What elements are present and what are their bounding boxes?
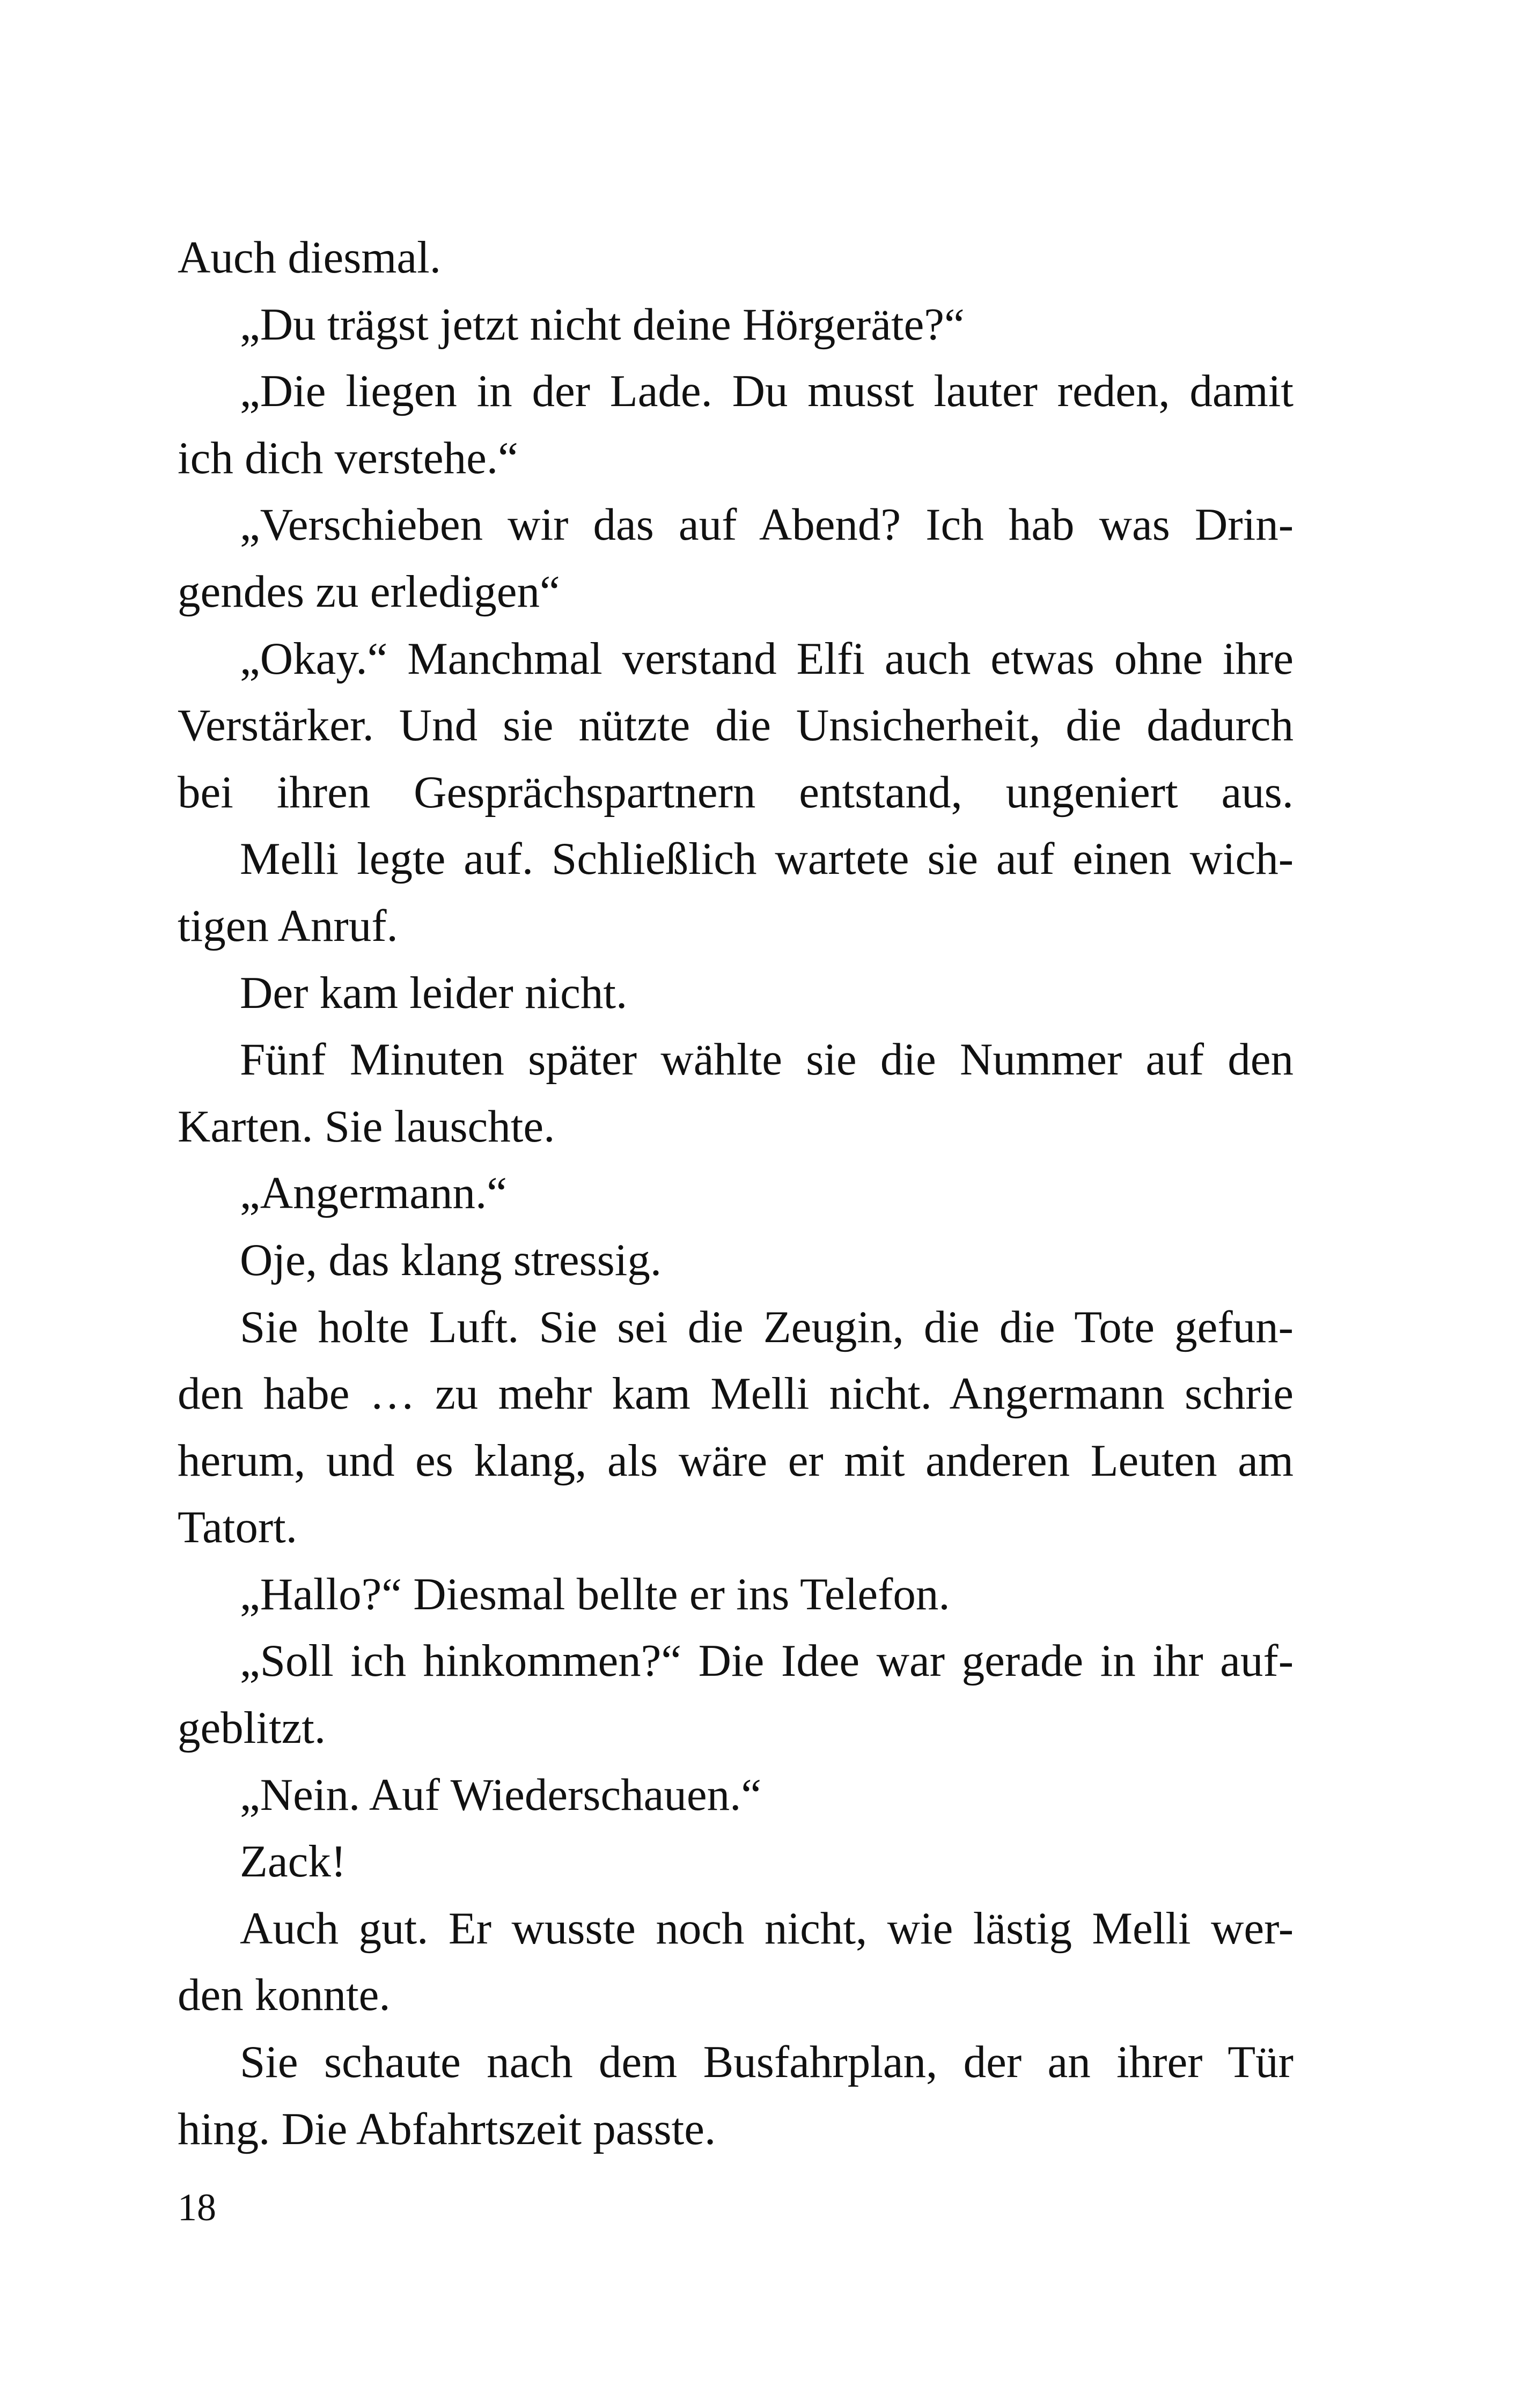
text-line: Sie holte Luft. Sie sei die Zeugin, die die Tote gefun- (240, 1301, 1294, 1352)
text-line: „Verschieben wir das auf Abend? Ich hab was Drin- (240, 499, 1294, 550)
text-line: Fünf Minuten später wählte sie die Nummer auf den (240, 1034, 1294, 1085)
text-line: den konnte. (178, 1970, 391, 2021)
text-line: „Okay.“ Manchmal verstand Elfi auch etwas ohne ihre (240, 633, 1294, 684)
text-line: Melli legte auf. Schließlich wartete sie auf einen wich- (240, 834, 1294, 885)
page-number: 18 (178, 2186, 216, 2229)
text-line: herum, und es klang, als wäre er mit anderen Leuten am (178, 1435, 1294, 1486)
text-line: „Nein. Auf Wiederschauen.“ (240, 1769, 762, 1820)
text-line: Verstärker. Und sie nützte die Unsicherheit, die dadurch (178, 700, 1294, 751)
text-line: geblitzt. (178, 1703, 326, 1754)
text-line: Sie schaute nach dem Busfahrplan, der an ihrer Tür (240, 2037, 1294, 2088)
text-line: hing. Die Abfahrtszeit passte. (178, 2103, 716, 2154)
text-line: ich dich verstehe.“ (178, 432, 518, 483)
body-text (178, 224, 1294, 2162)
text-line: Auch diesmal. (178, 232, 441, 283)
text-line: gendes zu erledigen“ (178, 566, 560, 617)
text-line: Der kam leider nicht. (240, 967, 628, 1018)
text-line: „Du trägst jetzt nicht deine Hörgeräte?“ (240, 299, 965, 350)
text-line: Karten. Sie lauschte. (178, 1101, 555, 1152)
text-line: bei ihren Gesprächspartnern entstand, ungeniert aus. (178, 767, 1294, 818)
text-line: den habe … zu mehr kam Melli nicht. Angermann schrie (178, 1368, 1294, 1419)
text-line: „Die liegen in der Lade. Du musst lauter reden, damit (240, 366, 1294, 417)
text-line: Zack! (240, 1836, 347, 1887)
text-line: „Soll ich hinkommen?“ Die Idee war gerade in ihr auf- (240, 1636, 1294, 1687)
text-line: „Angermann.“ (240, 1168, 507, 1219)
text-line: „Hallo?“ Diesmal bellte er ins Telefon. (240, 1568, 950, 1619)
text-line: tigen Anruf. (178, 900, 398, 951)
text-line: Oje, das klang stressig. (240, 1234, 662, 1285)
text-line: Auch gut. Er wusste noch nicht, wie lästig Melli wer- (240, 1903, 1294, 1954)
text-line: Tatort. (178, 1502, 298, 1553)
